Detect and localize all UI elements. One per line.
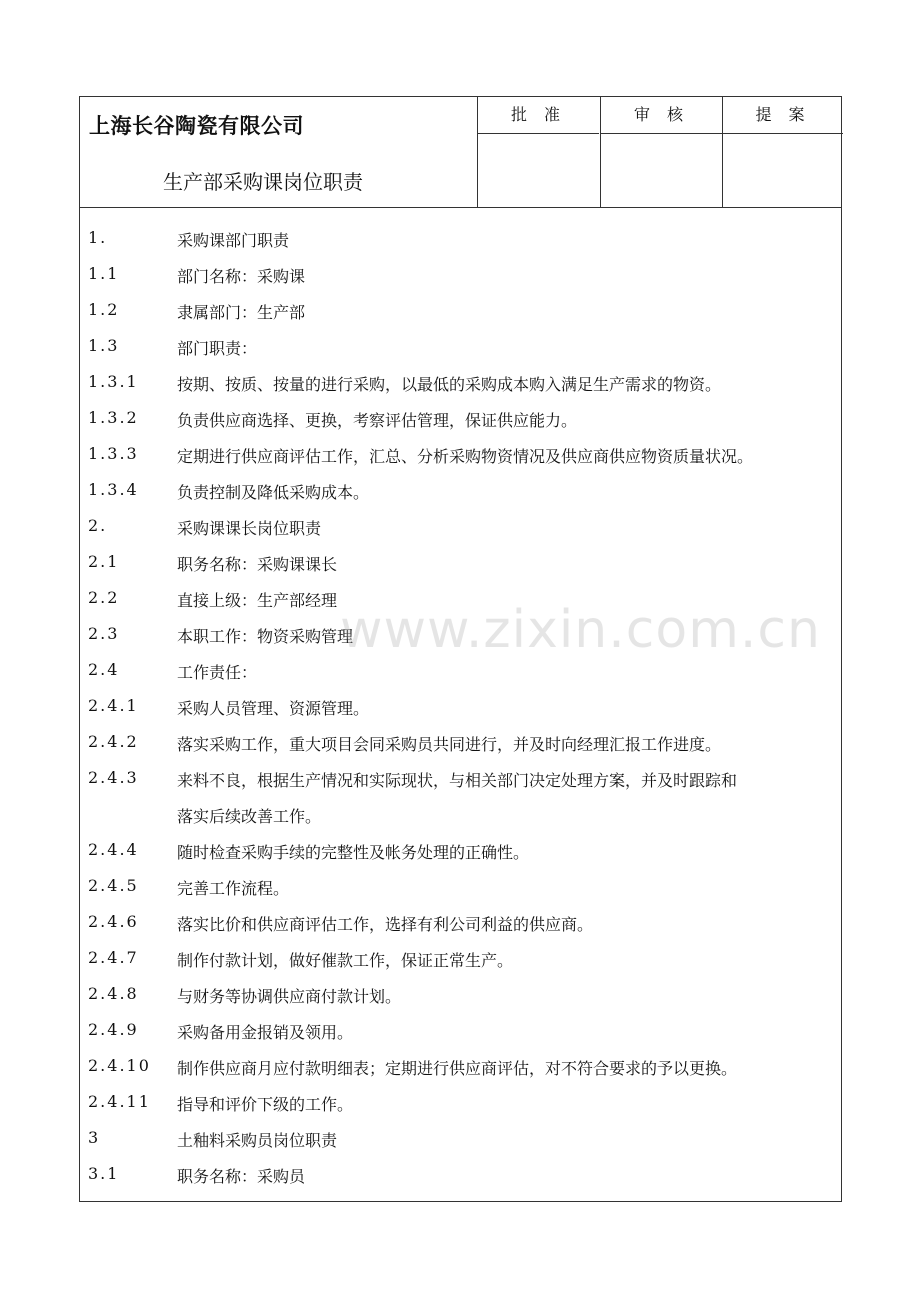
item-text: 负责控制及降低采购成本。	[177, 483, 370, 502]
item-text: 部门名称：采购课	[177, 267, 306, 286]
item-number: 1.1	[88, 264, 120, 283]
item-text: 直接上级：生产部经理	[177, 591, 338, 610]
document-title: 生产部采购课岗位职责	[163, 170, 363, 194]
item-number: 2.4	[88, 660, 120, 679]
item-number: 2.4.7	[88, 948, 139, 967]
item-number: 3.1	[88, 1164, 120, 1183]
item-number: 1.3.4	[88, 480, 139, 499]
item-number: 2.4.10	[88, 1056, 151, 1075]
item-text: 隶属部门：生产部	[177, 303, 306, 322]
item-text: 落实比价和供应商评估工作，选择有利公司利益的供应商。	[177, 915, 594, 934]
item-number: 1.3.2	[88, 408, 139, 427]
review-signature-cell	[600, 134, 722, 207]
item-text: 土釉料采购员岗位职责	[177, 1131, 338, 1150]
item-number: 1.	[88, 228, 108, 247]
item-text: 指导和评价下级的工作。	[177, 1095, 354, 1114]
item-number: 2.4.4	[88, 840, 139, 859]
item-text: 随时检查采购手续的完整性及帐务处理的正确性。	[177, 843, 530, 862]
watermark: www.zixin.com.cn	[340, 600, 821, 660]
item-number: 1.3	[88, 336, 120, 355]
approval-box	[477, 97, 842, 207]
item-text: 落实采购工作，重大项目会同采购员共同进行，并及时向经理汇报工作进度。	[177, 735, 722, 754]
company-name: 上海长谷陶瓷有限公司	[89, 114, 304, 138]
item-text: 负责供应商选择、更换，考察评估管理，保证供应能力。	[177, 411, 578, 430]
item-text: 制作供应商月应付款明细表；定期进行供应商评估，对不符合要求的予以更换。	[177, 1059, 738, 1078]
item-text: 采购课课长岗位职责	[177, 519, 322, 538]
approve-label: 批 准	[478, 97, 599, 134]
item-number: 2.2	[88, 588, 120, 607]
item-text: 职务名称：采购员	[177, 1167, 306, 1186]
item-text: 部门职责：	[177, 339, 258, 358]
item-text: 采购人员管理、资源管理。	[177, 699, 370, 718]
item-text: 来料不良，根据生产情况和实际现状，与相关部门决定处理方案，并及时跟踪和	[177, 771, 738, 790]
propose-label: 提 案	[722, 97, 843, 134]
item-number: 2.4.2	[88, 732, 139, 751]
item-number: 2.4.9	[88, 1020, 139, 1039]
item-text: 职务名称：采购课课长	[177, 555, 338, 574]
item-number: 1.3.3	[88, 444, 139, 463]
approve-signature-cell	[478, 134, 599, 207]
item-text: 与财务等协调供应商付款计划。	[177, 987, 402, 1006]
item-text: 采购课部门职责	[177, 231, 290, 250]
item-text: 制作付款计划，做好催款工作，保证正常生产。	[177, 951, 514, 970]
item-number: 2.4.6	[88, 912, 139, 931]
item-number: 3	[88, 1128, 101, 1147]
item-number: 2.4.1	[88, 696, 139, 715]
item-number: 2.4.5	[88, 876, 139, 895]
item-text: 采购备用金报销及领用。	[177, 1023, 354, 1042]
item-number: 1.3.1	[88, 372, 139, 391]
item-number: 1.2	[88, 300, 120, 319]
item-number: 2.	[88, 516, 108, 535]
item-text: 定期进行供应商评估工作，汇总、分析采购物资情况及供应商供应物资质量状况。	[177, 447, 754, 466]
item-number: 2.4.11	[88, 1092, 151, 1111]
item-text: 完善工作流程。	[177, 879, 290, 898]
item-text: 本职工作：物资采购管理	[177, 627, 354, 646]
propose-signature-cell	[722, 134, 843, 207]
item-number: 2.3	[88, 624, 120, 643]
item-number: 2.4.3	[88, 768, 139, 787]
document-header	[80, 97, 841, 208]
review-label: 审 核	[600, 97, 722, 134]
item-text: 落实后续改善工作。	[177, 807, 322, 826]
item-number: 2.4.8	[88, 984, 139, 1003]
item-text: 工作责任：	[177, 663, 258, 682]
item-text: 按期、按质、按量的进行采购，以最低的采购成本购入满足生产需求的物资。	[177, 375, 722, 394]
item-number: 2.1	[88, 552, 120, 571]
